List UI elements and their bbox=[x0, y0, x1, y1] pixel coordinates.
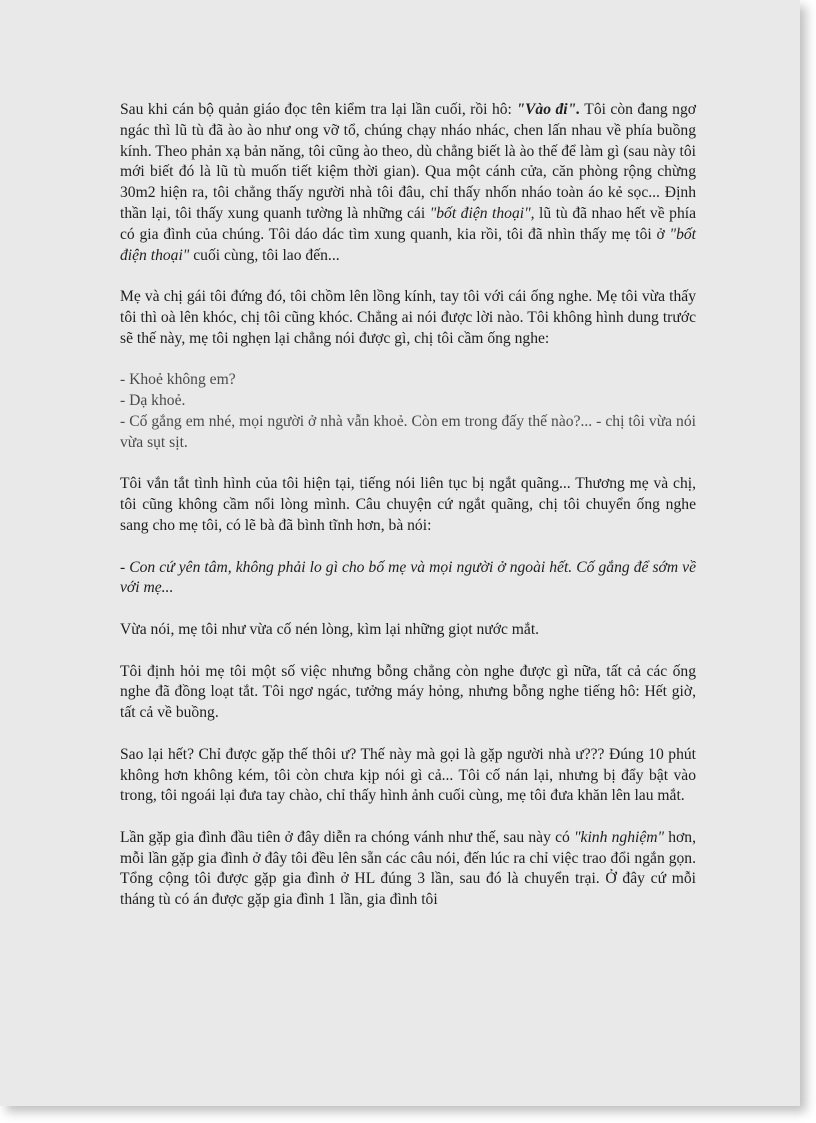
p1-quote-vao-di: "Vào đi". bbox=[516, 101, 581, 118]
paragraph-6: Tôi định hỏi mẹ tôi một số việc nhưng bỗng chẳng còn nghe được gì nữa, tất cả các ống nghe đã đồng loạt tắt. Tôi ngơ ngác, tưởng máy hỏng, nhưng bỗng nghe tiếng hô: Hết giờ, tất cả về buồng. bbox=[120, 662, 696, 722]
p1-quote-bot-dien-thoai-2: "bốt điện thoại" bbox=[120, 225, 696, 264]
dialog-line-2: - Dạ khoẻ. bbox=[120, 392, 186, 410]
paragraph-8 bbox=[120, 828, 696, 911]
paragraph-7: Sao lại hết? Chỉ được gặp thế thôi ư? Thế này mà gọi là gặp người nhà ư??? Đúng 10 phút không hơn không kém, tôi còn chưa kịp nói gì cả... Tôi cố nán lại, nhưng bị đẩy bật vào trong, tôi ngoái lại đưa tay chào, chỉ thấy hình ảnh cuối cùng, mẹ tôi đưa khăn lên lau mắt. bbox=[120, 745, 696, 805]
p1-quote-bot-dien-thoai-1: "bốt điện thoại", bbox=[429, 204, 535, 222]
p8-text-c: hơn, mỗi lần gặp gia đình ở đây tôi đều lên sẵn các câu nói, đến lúc ra chỉ việc trao đổi ngắn gọn. Tổng cộng tôi được gặp gia đình ở HL đúng 3 lần, sau đó là chuyển trại. Ở đây cứ mỗi tháng tù có án được gặp gia đình 1 lần, gia đình tôi bbox=[120, 828, 697, 909]
dialog-block bbox=[120, 370, 696, 453]
dialog-line-3: - Cố gắng em nhé, mọi người ở nhà vẫn khoẻ. Còn em trong đấy thế nào?... - chị tôi vừa nói vừa sụt sịt. bbox=[120, 412, 696, 451]
p1-text-e: lũ tù đã nhao hết về phía có gia đình của chúng. Tôi dáo dác tìm xung quanh, kia rồi, tôi đã nhìn thấy mẹ tôi ở bbox=[120, 204, 696, 243]
p1-text-g: cuối cùng, tôi lao đến... bbox=[189, 246, 340, 264]
paragraph-3: Tôi vắn tắt tình hình của tôi hiện tại, tiếng nói liên tục bị ngắt quãng... Thương mẹ và chị, tôi cũng không cầm nổi lòng mình. Câu chuyện cứ ngắt quãng, chị tôi chuyển ống nghe sang cho mẹ tôi, có lẽ bà đã bình tĩnh hơn, bà nói: bbox=[120, 475, 696, 534]
dialog-line-1: - Khoẻ không em? bbox=[120, 371, 236, 389]
p8-text-a: Lần gặp gia đình đầu tiên ở đây diễn ra chóng vánh như thế, sau này có bbox=[120, 828, 574, 846]
paragraph-5: Vừa nói, mẹ tôi như vừa cố nén lòng, kìm lại những giọt nước mắt. bbox=[120, 620, 540, 638]
body-text bbox=[120, 100, 696, 911]
p8-quote-kinh-nghiem: "kinh nghiệm" bbox=[574, 828, 665, 846]
p1-text-c: Tôi còn đang ngơ ngác thì lũ tù đã ào ào như ong vỡ tổ, chúng chạy nháo nhác, chen lấn nhau về phía buồng kính. Theo phản xạ bản năng, tôi cũng ào theo, dù chẳng biết là ào thế để làm gì (sau này tôi mới biết đó là lũ tù muốn tiết kiệm thời gian). Qua một cánh cửa, căn phòng rộng chừng 30m2 hiện ra, tôi chẳng thấy người nhà tôi đâu, chỉ thấy nhốn nháo toàn áo kẻ sọc... Định thần lại, tôi thấy xung quanh tường là những cái bbox=[120, 101, 696, 222]
paragraph-1 bbox=[120, 100, 696, 266]
p1-text-a: Sau khi cán bộ quản giáo đọc tên kiểm tra lại lần cuối, rồi hô: bbox=[120, 101, 517, 118]
paragraph-2: Mẹ và chị gái tôi đứng đó, tôi chồm lên lồng kính, tay tôi với cái ống nghe. Mẹ tôi vừa thấy tôi thì oà lên khóc, chị tôi cũng khóc. Chẳng ai nói được lời nào. Tôi không hình dung trước sẽ thế này, mẹ tôi nghẹn lại chẳng nói được gì, chị tôi cầm ống nghe: bbox=[120, 288, 696, 347]
mother-quote: - Con cứ yên tâm, không phải lo gì cho bố mẹ và mọi người ở ngoài hết. Cố gắng để sớm về với mẹ... bbox=[120, 558, 696, 597]
